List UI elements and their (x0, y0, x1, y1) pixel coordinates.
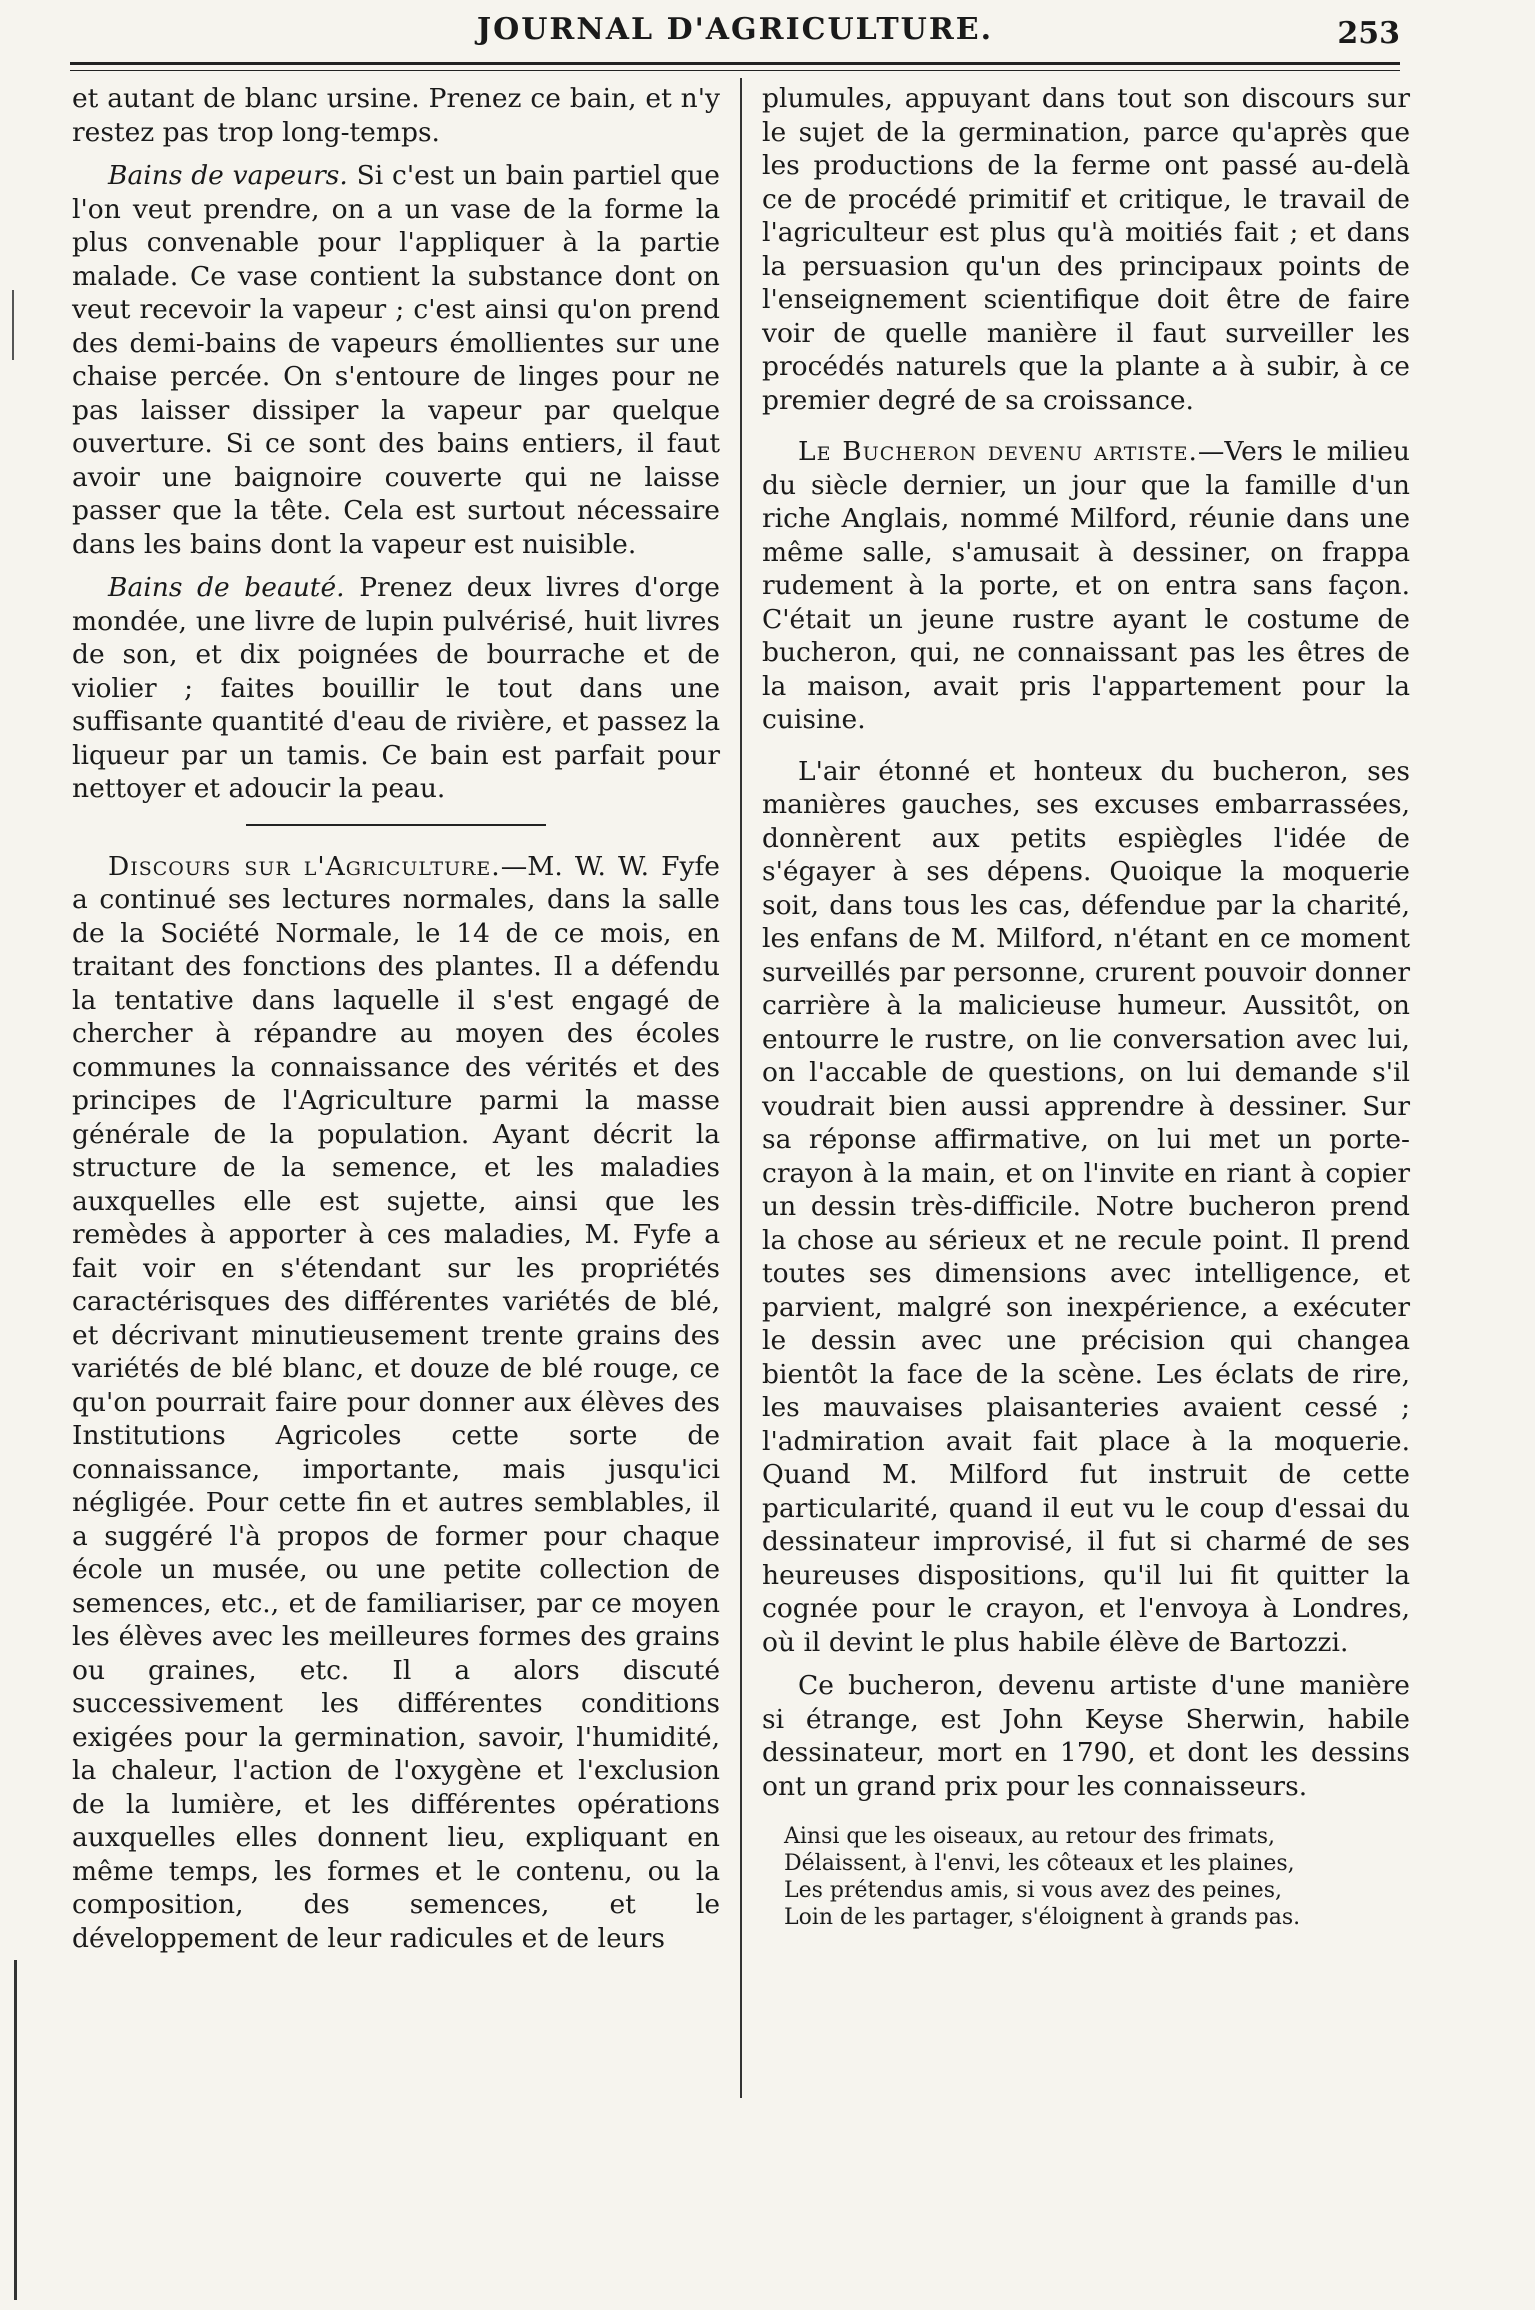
left-column (72, 82, 720, 1965)
paragraph-woodcutter-story: L'air étonné et honteux du bucheron, ses manières gauches, ses excuses embarrassées, donnèrent aux petits espiègles l'idée de s'égayer à ses dépens. Quoique la moquerie soit, dans tous les cas, défendue par la charité, les enfans de M. Milford, n'étant en ce moment surveillés par personne, crurent pouvoir donner carrière à la malicieuse humeur. Aussitôt, on entourre le rustre, on lie conversation avec lui, on l'accable de questions, on lui demande s'il voudrait bien aussi apprendre à dessiner. Sur sa réponse affirmative, on lui met un porte-crayon à la main, et on l'invite en riant à copier un dessin très-difficile. Notre bucheron prend la chose au sérieux et ne recule point. Il prend toutes ses dimensions avec intelligence, et parvient, malgré son inexpérience, a exécuter le dessin avec une précision qui changea bientôt la face de la scène. Les éclats de rire, les mauvaises plaisanteries avaient cessé ; l'admiration avait fait place à la moquerie. Quand M. Milford fut instruit de cette particularité, quand il eut vu le coup d'essai du dessinateur improvisé, il fut si charmé de ses heureuses dispositions, qu'il lui fit quitter la cognée pour le crayon, et l'envoya à Londres, où il devint le plus habile élève de Bartozzi. (762, 755, 1410, 1658)
header-rule (70, 62, 1400, 65)
poem-line: Les prétendus amis, si vous avez des peines, (784, 1878, 1282, 1903)
poem-stanza (762, 1823, 1410, 1931)
journal-title: JOURNAL D'AGRICULTURE. (476, 12, 994, 47)
paragraph-bath-continuation: et autant de blanc ursine. Prenez ce bain, et n'y restez pas trop long-temps. (72, 83, 720, 148)
beauty-baths-body: Prenez deux livres d'orge mondée, une livre de lupin pulvérisé, huit livres de son, et dix poignées de bourrache et de violier ; faites bouillir le tout dans une suffisante quantité d'eau de rivière, et passez la liqueur par un tamis. Ce bain est parfait pour nettoyer et adoucir la peau. (72, 572, 720, 804)
paragraph-agriculture-discourse (72, 850, 720, 1956)
column-separator (740, 78, 742, 2098)
paragraph-beauty-baths (72, 571, 720, 806)
scan-margin-mark-upper (12, 290, 14, 360)
paragraph-woodcutter-identity: Ce bucheron, devenu artiste d'une manière si étrange, est John Keyse Sherwin, habile dessinateur, mort en 1790, et dont les dessins ont un grand prix pour les connaisseurs. (762, 1670, 1410, 1802)
poem-line: Ainsi que les oiseaux, au retour des frimats, (784, 1824, 1276, 1849)
agriculture-discourse-body: —M. W. W. Fyfe a continué ses lectures normales, dans la salle de la Société Normale, le 14 de ce mois, en traitant des fonctions des plantes. Il a défendu la tentative dans laquelle il s'est engagé de chercher à répandre au moyen des écoles communes la connaissance des vérités et des principes de l'Agriculture parmi la masse générale de la population. Ayant décrit la structure de la semence, et les maladies auxquelles elle est sujette, ainsi que les remèdes à apporter à ces maladies, M. Fyfe a fait voir en s'étendant sur les propriétés caractérisques des différentes variétés de blé, et décrivant minutieusement trente grains des variétés de blé blanc, et douze de blé rouge, ce qu'on pourrait faire pour donner aux élèves des Institutions Agricoles cette sorte de connaissance, importante, mais jusqu'ici négligée. Pour cette fin et autres semblables, il a suggéré l'à propos de former pour chaque école un musée, ou une petite collection de semences, etc., et de familiariser, par ce moyen les élèves avec les meilleures formes des grains ou graines, etc. Il a alors discuté successivement les différentes conditions exigées pour la germination, savoir, l'humidité, la chaleur, l'action de l'oxygène et l'exclusion de la lumière, et les différentes opérations auxquelles elles donnent lieu, expliquant en même temps, les formes et le contenu, ou la composition, des semences, et le développement de leur radicules et de leurs (72, 850, 720, 1954)
woodcutter-artist-heading: Le Bucheron devenu artiste. (798, 436, 1198, 467)
steam-baths-heading: Bains de vapeurs. (108, 160, 348, 191)
steam-baths-body: Si c'est un bain partiel que l'on veut prendre, on a un vase de la forme la plus convenable pour l'appliquer à la partie malade. Ce vase contient la substance dont on veut recevoir la vapeur ; c'est ainsi qu'on prend des demi-bains de vapeurs émollientes sur une chaise percée. On s'entoure de linges pour ne pas laisser dissiper la vapeur par quelque ouverture. Si ce sont des bains entiers, il faut avoir une baignoire couverte qui ne laisse passer que la tête. Cela est surtout nécessaire dans les bains dont la vapeur est nuisible. (72, 160, 720, 560)
agriculture-discourse-heading: Discours sur l'Agriculture. (108, 850, 501, 882)
header-rule-thin (70, 70, 1400, 71)
beauty-baths-heading: Bains de beauté. (108, 572, 345, 603)
section-divider (246, 824, 546, 826)
right-column (762, 82, 1410, 1931)
woodcutter-artist-body: —Vers le milieu du siècle dernier, un jour que la famille d'un riche Anglais, nommé Milford, réunie dans une même salle, s'amusait à dessiner, on frappa rudement à la porte, et on entra sans façon. C'était un jeune rustre ayant le costume de bucheron, qui, ne connaissant pas les êtres de la maison, avait pris l'appartement pour la cuisine. (762, 436, 1410, 735)
poem-line: Délaissent, à l'envi, les côteaux et les plaines, (784, 1851, 1295, 1876)
paragraph-woodcutter-artist (762, 435, 1410, 737)
page-number: 253 (1337, 16, 1400, 51)
page-header (70, 8, 1400, 60)
paragraph-discourse-continuation: plumules, appuyant dans tout son discours sur le sujet de la germination, parce qu'après que les productions de la ferme ont passé au-delà ce de procédé primitif et critique, le travail de l'agriculteur est plus qu'à moitiés fait ; et dans la persuasion qu'un des principaux points de l'enseignement scientifique doit être de faire voir de quelle manière il faut surveiller les procédés naturels que la plante a à subir, à ce premier degré de sa croissance. (762, 83, 1410, 416)
poem-line: Loin de les partager, s'éloignent à grands pas. (784, 1905, 1301, 1930)
paragraph-steam-baths (72, 159, 720, 561)
scan-margin-mark (14, 1960, 17, 2300)
